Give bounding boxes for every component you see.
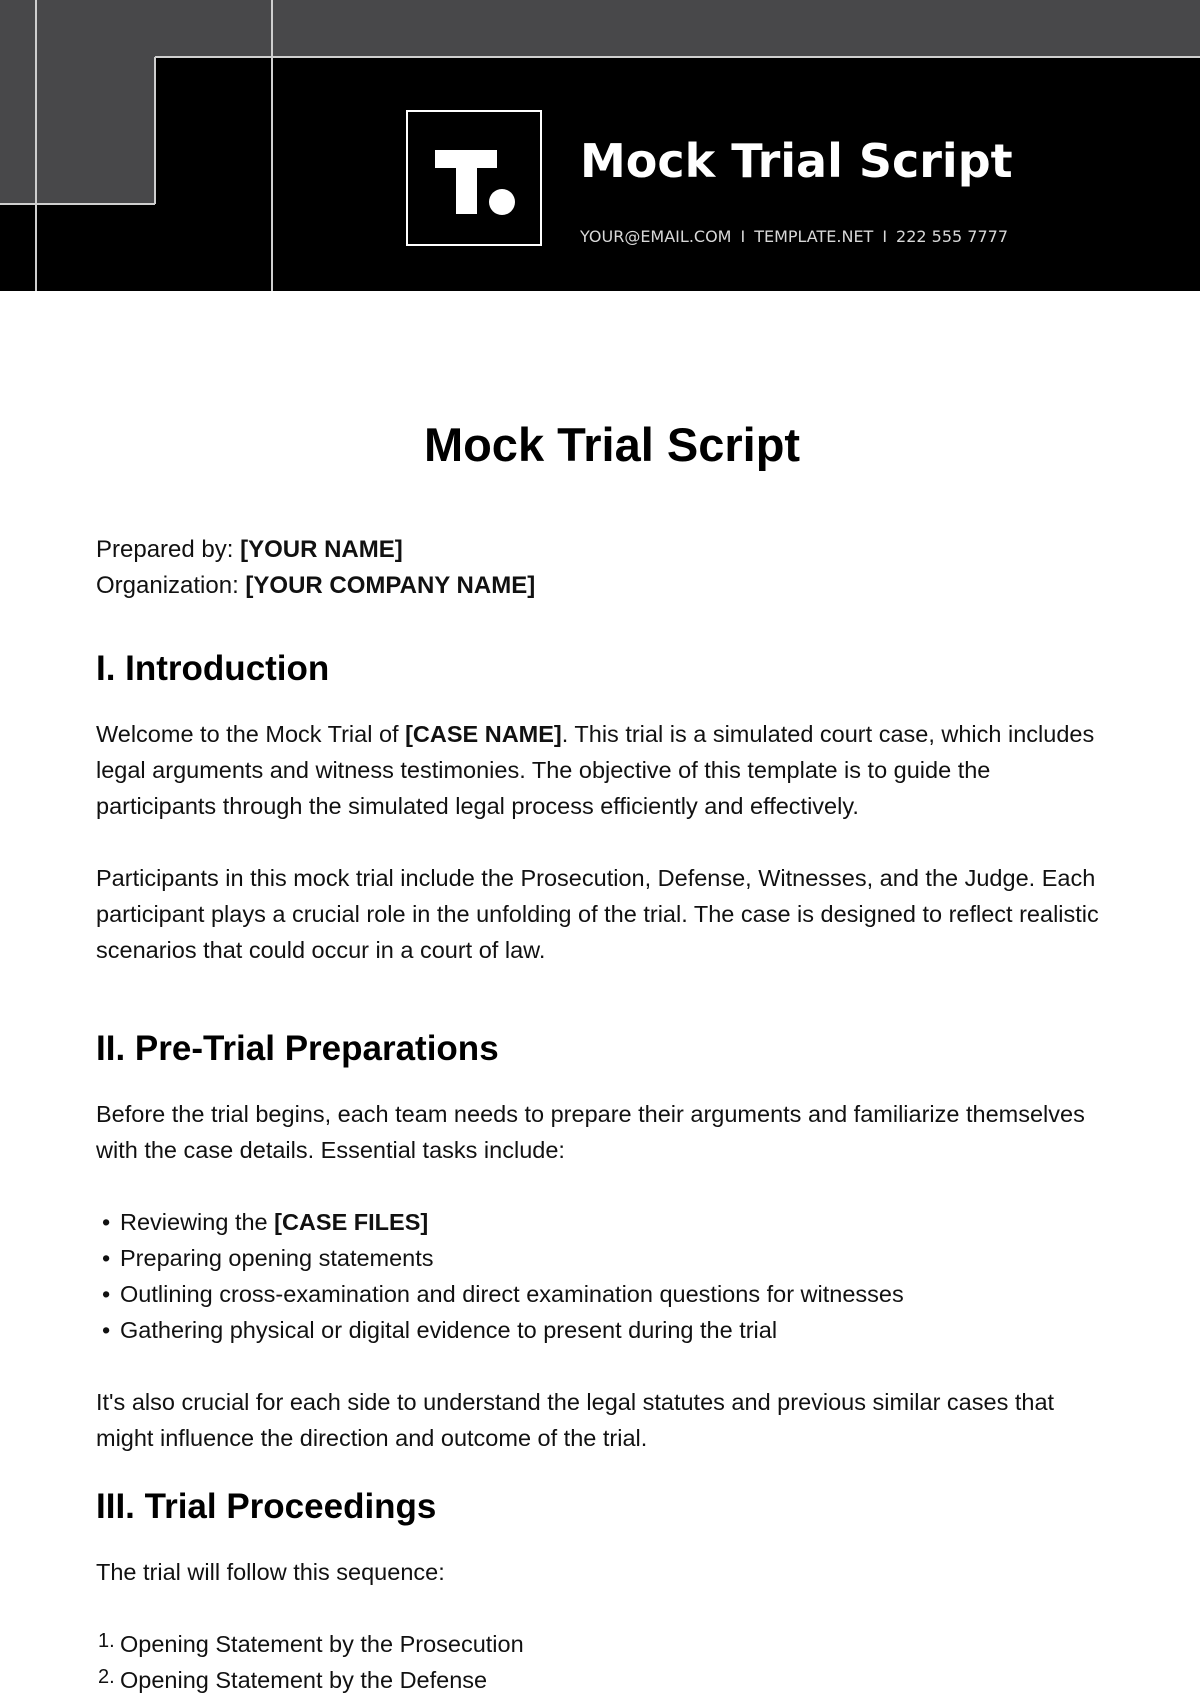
- sequence-list: [96, 1626, 1106, 1698]
- bullet-icon: •: [102, 1245, 111, 1271]
- organization-label: Organization:: [96, 572, 239, 599]
- section-heading: III. Trial Proceedings: [96, 1487, 437, 1526]
- intro-p1-text: Welcome to the Mock Trial of: [96, 721, 406, 747]
- gray-left-block-top: [0, 0, 272, 57]
- list-item-text: Opening Statement by the Defense: [120, 1667, 488, 1693]
- contact-website: TEMPLATE.NET: [754, 227, 874, 246]
- proceedings-intro: The trial will follow this sequence:: [96, 1559, 445, 1585]
- intro-p1-text-end: . This trial is a simulated court case, which includes legal arguments and witness testimonies. The objective of this template is to guide the participants through the simulated legal process efficiently and effectively.: [96, 721, 1095, 819]
- list-item-text: Preparing opening statements: [120, 1245, 434, 1271]
- banner-title: Mock Trial Script: [580, 134, 1013, 188]
- list-item: [96, 1276, 1106, 1312]
- intro-paragraph-2: Participants in this mock trial include the Prosecution, Defense, Witnesses, and the Judge. Each participant plays a crucial role in the unfolding of the trial. The case is designed to reflect realistic scenarios that could occur in a court of law.: [96, 865, 1099, 963]
- contact-separator: I: [882, 227, 888, 246]
- case-files-placeholder: [CASE FILES]: [274, 1209, 429, 1235]
- document-meta: [96, 532, 1106, 604]
- gray-left-block-bottom: [0, 57, 155, 204]
- organization-value: [YOUR COMPANY NAME]: [245, 572, 536, 599]
- logo-mark-icon: [408, 112, 544, 248]
- contact-email: YOUR@EMAIL.COM: [580, 227, 732, 246]
- section-heading: II. Pre-Trial Preparations: [96, 1029, 499, 1068]
- section-pretrial: [96, 1024, 1106, 1456]
- contact-phone: 222 555 7777: [896, 227, 1009, 246]
- page-title: Mock Trial Script: [423, 418, 801, 471]
- header-banner: [0, 0, 1200, 291]
- prepared-by-value: [YOUR NAME]: [240, 536, 403, 563]
- document-body: [96, 400, 1106, 1698]
- prepared-by-label: Prepared by:: [96, 536, 234, 563]
- contact-info: [580, 226, 1008, 248]
- pretrial-intro: Before the trial begins, each team needs to prepare their arguments and familiarize themselves with the case details. Essential tasks include:: [96, 1101, 1085, 1163]
- section-proceedings: [96, 1482, 1106, 1698]
- prepared-by-line: [96, 532, 1106, 568]
- list-item-text: Opening Statement by the Prosecution: [120, 1631, 524, 1657]
- list-item-text: Reviewing the: [120, 1209, 275, 1235]
- list-item: [96, 1662, 1106, 1698]
- task-list: [96, 1204, 1106, 1348]
- section-heading: I. Introduction: [96, 649, 330, 688]
- list-item: [96, 1240, 1106, 1276]
- list-item: [96, 1312, 1106, 1348]
- list-item: [96, 1204, 1106, 1240]
- list-item: [96, 1626, 1106, 1662]
- step-number: 2.: [98, 1666, 115, 1688]
- organization-line: [96, 568, 1106, 604]
- case-name-placeholder: [CASE NAME]: [405, 721, 562, 747]
- pretrial-closing: It's also crucial for each side to understand the legal statutes and previous similar cases that might influence the direction and outcome of the trial.: [96, 1389, 1055, 1451]
- bullet-icon: •: [102, 1317, 111, 1343]
- contact-separator: I: [740, 227, 746, 246]
- list-item-text: Gathering physical or digital evidence to present during the trial: [120, 1317, 778, 1343]
- intro-paragraph-1: [96, 716, 1106, 824]
- gray-top-strip: [272, 0, 1200, 57]
- list-item-text: Outlining cross-examination and direct examination questions for witnesses: [120, 1281, 904, 1307]
- bullet-icon: •: [102, 1281, 111, 1307]
- logo: [406, 110, 542, 246]
- step-number: 1.: [98, 1630, 115, 1652]
- section-introduction: [96, 644, 1106, 968]
- bullet-icon: •: [102, 1209, 111, 1235]
